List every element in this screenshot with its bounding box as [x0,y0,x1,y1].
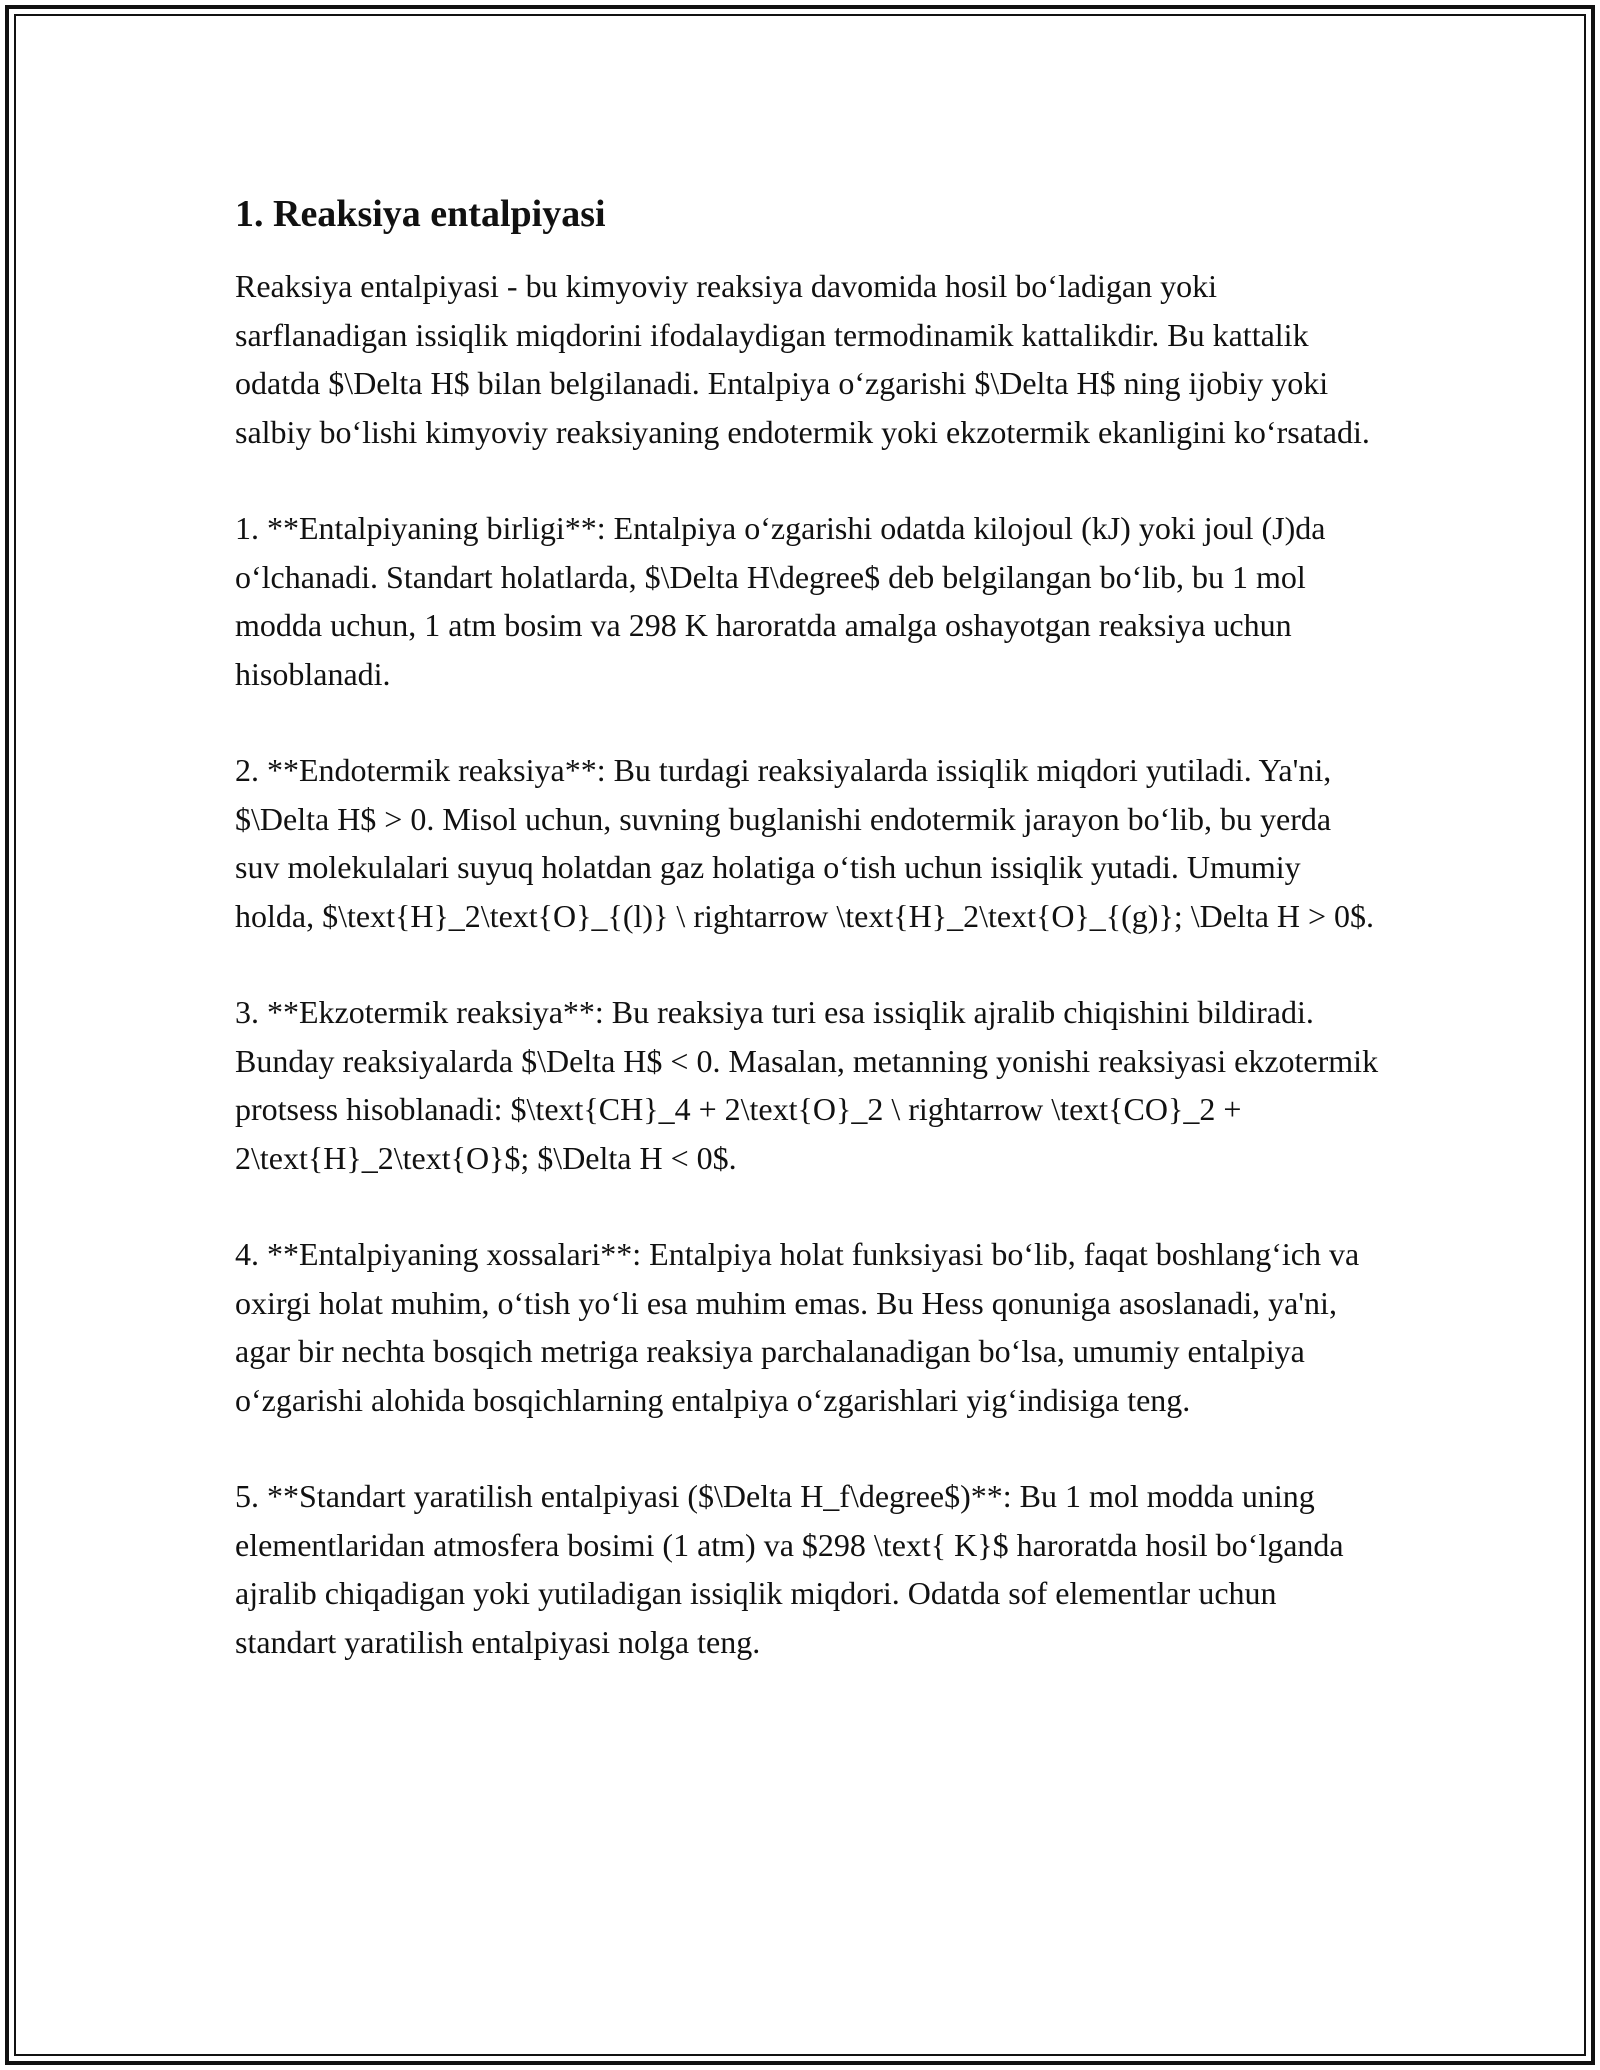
intro-paragraph: Reaksiya entalpiyasi - bu kimyoviy reaksiya davomida hosil bo‘ladigan yoki sarflanadigan issiqlik miqdorini ifodalaydigan termodinamik kattalikdir. Bu kattalik odatda $\Delta H$ bilan belgilanadi. Entalpiya o‘zgarishi $\Delta H$ ning ijobiy yoki salbiy bo‘lishi kimyoviy reaksiyaning endotermik yoki ekzotermik ekanligini ko‘rsatadi. [235,268,1370,450]
list-item-exothermic: 3. **Ekzotermik reaksiya**: Bu reaksiya turi esa issiqlik ajralib chiqishini bildiradi. Bunday reaksiyalarda $\Delta H$ < 0. Masalan, metanning yonishi reaksiyasi ekzotermik protsess hisoblanadi: $\text{CH}_4 + 2\text{O}_2 \ rightarrow \text{CO}_2 + 2\text{H}_2\text{O}$; $\Delta H < 0$. [235,994,1379,1176]
section-heading: 1. Reaksiya entalpiyasi [235,193,606,235]
list-item-standard-formation: 5. **Standart yaratilish entalpiyasi ($\Delta H_f\degree$)**: Bu 1 mol modda uning elementlaridan atmosfera bosimi (1 atm) va $298 \text{ K}$ haroratda hosil bo‘lganda ajralib chiqadigan yoki yutiladigan issiqlik miqdori. Odatda sof elementlar uchun standart yaratilish entalpiyasi nolga teng. [235,1478,1344,1660]
list-item-endothermic: 2. **Endotermik reaksiya**: Bu turdagi reaksiyalarda issiqlik miqdori yutiladi. Ya'ni, $\Delta H$ > 0. Misol uchun, suvning buglanishi endotermik jarayon bo‘lib, bu yerda suv molekulalari suyuq holatdan gaz holatiga o‘tish uchun issiqlik yutadi. Umumiy holda, $\text{H}_2\text{O}_{(l)} \ rightarrow \text{H}_2\text{O}_{(g)}; \Delta H > 0$. [235,752,1375,934]
document-body [235,186,1380,1714]
list-item-enthalpy-unit: 1. **Entalpiyaning birligi**: Entalpiya o‘zgarishi odatda kilojoul (kJ) yoki joul (J)da o‘lchanadi. Standart holatlarda, $\Delta H\degree$ deb belgilangan bo‘lib, bu 1 mol modda uchun, 1 atm bosim va 298 K haroratda amalga oshayotgan reaksiya uchun hisoblanadi. [235,510,1326,692]
list-item-enthalpy-properties: 4. **Entalpiyaning xossalari**: Entalpiya holat funksiyasi bo‘lib, faqat boshlang‘ich va oxirgi holat muhim, o‘tish yo‘li esa muhim emas. Bu Hess qonuniga asoslanadi, ya'ni, agar bir nechta bosqich metriga reaksiya parchalanadigan bo‘lsa, umumiy entalpiya o‘zgarishi alohida bosqichlarning entalpiya o‘zgarishlari yig‘indisiga teng. [235,1236,1360,1418]
